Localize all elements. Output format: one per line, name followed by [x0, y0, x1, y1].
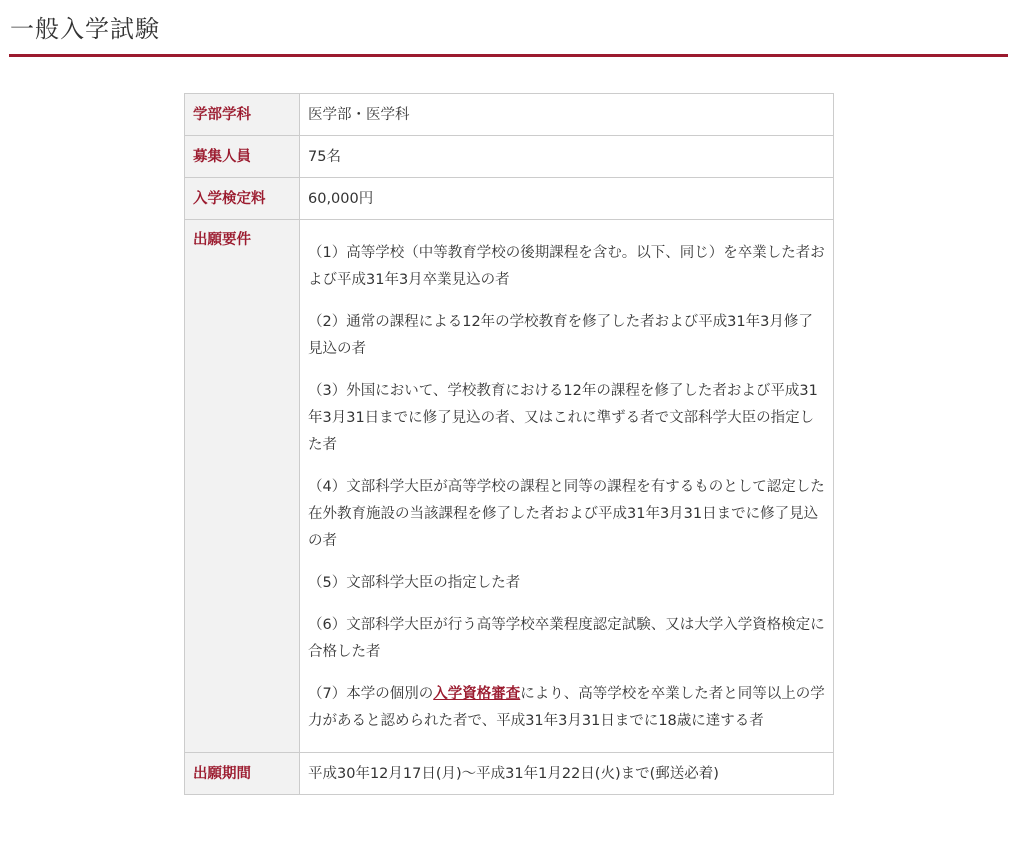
period-label: 出願期間 [185, 753, 300, 795]
requirement-item-3: （3）外国において、学校教育における12年の課程を修了した者および平成31年3月31日までに修了見込の者、又はこれに準ずる者で文部科学大臣の指定した者 [308, 383, 818, 453]
table-row-requirements [185, 220, 834, 753]
period-value: 平成30年12月17日(月)～平成31年1月22日(火)まで(郵送必着) [300, 753, 834, 795]
requirements-label: 出願要件 [185, 220, 300, 753]
requirement-item-1: （1）高等学校（中等教育学校の後期課程を含む。以下、同じ）を卒業した者および平成31年3月卒業見込の者 [308, 245, 825, 288]
admission-qualification-review-link[interactable]: 入学資格審査 [433, 686, 521, 702]
table-row-capacity [185, 136, 834, 178]
department-value: 医学部・医学科 [300, 94, 834, 136]
capacity-value: 75名 [300, 136, 834, 178]
requirement-item-6: （6）文部科学大臣が行う高等学校卒業程度認定試験、又は大学入学資格検定に合格した者 [308, 617, 825, 660]
page-title: 一般入学試験 [10, 15, 160, 43]
table-row-fee [185, 178, 834, 220]
requirement-item-2: （2）通常の課程による12年の学校教育を修了した者および平成31年3月修了見込の者 [308, 314, 813, 357]
table-row-department [185, 94, 834, 136]
requirement-item-7-prefix: （7）本学の個別の [308, 686, 434, 702]
exam-info-table [184, 93, 834, 795]
department-label: 学部学科 [185, 94, 300, 136]
requirement-item-4: （4）文部科学大臣が高等学校の課程と同等の課程を有するものとして認定した在外教育施設の当該課程を修了した者および平成31年3月31日までに修了見込の者 [308, 479, 825, 549]
table-row-period [185, 753, 834, 795]
requirement-item-7-suffix: により、高等学校を卒業した者と同等以上の学力があると認められた者で、平成31年3月31日までに18歳に達する者 [308, 686, 825, 729]
fee-value: 60,000円 [300, 178, 834, 220]
requirement-item-5: （5）文部科学大臣の指定した者 [308, 575, 521, 591]
capacity-label: 募集人員 [185, 136, 300, 178]
requirement-item-7 [308, 681, 825, 735]
title-divider [9, 54, 1008, 57]
requirements-list [300, 220, 834, 753]
fee-label: 入学検定料 [185, 178, 300, 220]
